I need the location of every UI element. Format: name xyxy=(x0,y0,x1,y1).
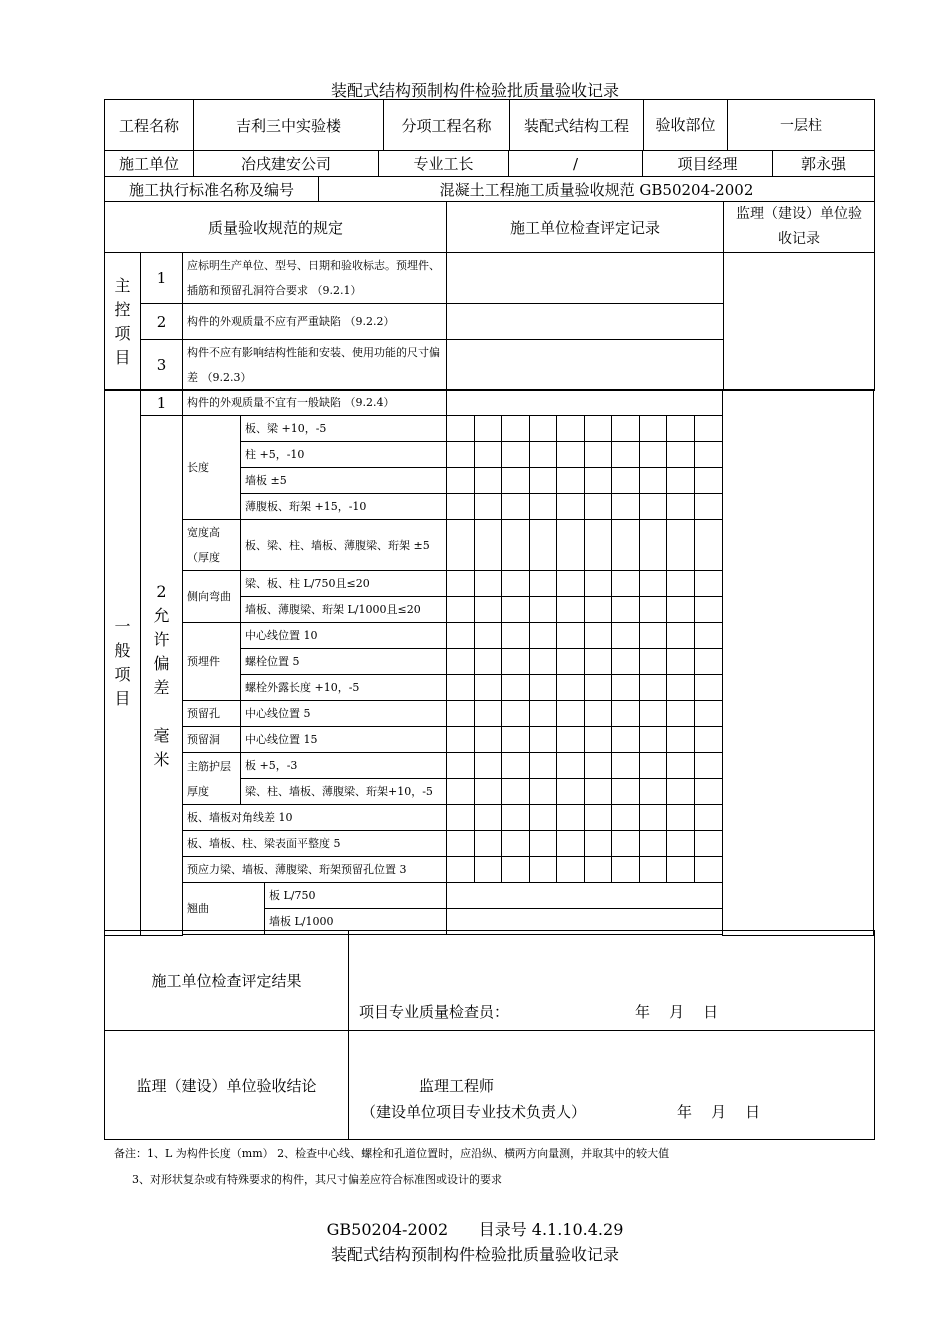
main-item-text: 应标明生产单位、型号、日期和验收标志。预埋件、插筋和预留孔洞符合要求 （9.2.1） xyxy=(183,253,447,304)
general-item1-record xyxy=(447,390,723,416)
construction-unit-label: 施工单位 xyxy=(105,151,194,177)
supervision-result-label: 监理（建设）单位验收结论 xyxy=(105,1031,349,1140)
construction-result-content xyxy=(349,931,875,1031)
footer-title: 装配式结构预制构件检验批质量验收记录 xyxy=(330,1245,619,1264)
warp-label: 翘曲 xyxy=(183,883,265,935)
deviation-row: 墙板 ±5 xyxy=(241,468,447,494)
general-item1-text: 构件的外观质量不宜有一般缺陷 （9.2.4） xyxy=(183,390,447,416)
supervision-result-content xyxy=(349,1031,875,1140)
project-name-label: 工程名称 xyxy=(105,100,194,151)
general-item1-no: 1 xyxy=(141,390,183,416)
deviation-row: 中心线位置 15 xyxy=(241,727,447,753)
deviation-row: 薄腹板、珩架 +15，-10 xyxy=(241,494,447,520)
deviation-row: 板、墙板对角线差 10 xyxy=(183,805,447,831)
deviation-row: 中心线位置 5 xyxy=(241,701,447,727)
main-items-label: 主控项目 xyxy=(105,253,141,391)
header-table-row2 xyxy=(104,150,875,177)
cover-label: 主筋护层厚度 xyxy=(183,753,241,805)
sub-project-label: 分项工程名称 xyxy=(384,100,510,151)
allowable-deviation-label: 2允许偏差 毫米 xyxy=(141,416,183,936)
date-field: 年 月 日 xyxy=(635,1003,719,1021)
bend-label: 侧向弯曲 xyxy=(183,571,241,623)
manager-value: 郭永强 xyxy=(773,151,875,177)
sub-project-value: 装配式结构工程 xyxy=(510,100,644,151)
note-line-1: 备注：1、L 为构件长度（mm） 2、检查中心线、螺栓和孔道位置时，应沿纵、横两方向量测，并取其中的较大值 xyxy=(114,1147,670,1160)
construction-unit-value: 冶戌建安公司 xyxy=(194,151,379,177)
spec-column-header: 质量验收规范的规定 xyxy=(105,202,447,253)
main-item-no: 3 xyxy=(141,340,183,391)
deviation-row: 墙板、薄腹梁、珩架 L/1000且≤20 xyxy=(241,597,447,623)
main-item-record xyxy=(447,340,724,391)
main-table xyxy=(104,201,875,391)
length-label: 长度 xyxy=(183,416,241,520)
main-item-text: 构件的外观质量不应有严重缺陷 （9.2.2） xyxy=(183,304,447,340)
main-items-supervision xyxy=(724,253,875,391)
foreman-label: 专业工长 xyxy=(379,151,509,177)
standard-label: 施工执行标准名称及编号 xyxy=(105,177,319,202)
manager-label: 项目经理 xyxy=(643,151,773,177)
deviation-row: 螺栓外露长度 +10，-5 xyxy=(241,675,447,701)
deviation-row: 梁、板、柱 L/750且≤20 xyxy=(241,571,447,597)
date-field: 年 月 日 xyxy=(677,1103,761,1121)
footer-code: GB50204-2002 目录号 4.1.10.4.29 xyxy=(326,1220,624,1239)
inspector-label: 项目专业质量检查员： xyxy=(359,1003,510,1021)
construction-record-header: 施工单位检查评定记录 xyxy=(447,202,724,253)
header-table xyxy=(104,99,875,151)
hole-label: 预留孔 xyxy=(183,701,241,727)
document-title: 装配式结构预制构件检验批质量验收记录 xyxy=(330,81,619,100)
general-items-supervision xyxy=(723,390,874,936)
result-table xyxy=(104,930,875,1140)
opening-label: 预留洞 xyxy=(183,727,241,753)
construction-result-label: 施工单位检查评定结果 xyxy=(105,931,349,1031)
main-item-record xyxy=(447,304,724,340)
main-item-text: 构件不应有影响结构性能和安装、使用功能的尺寸偏差 （9.2.3） xyxy=(183,340,447,391)
note-line-2: 3、对形状复杂或有特殊要求的构件，其尺寸偏差应符合标准图或设计的要求 xyxy=(132,1173,502,1186)
deviation-row: 预应力梁、墙板、薄腹梁、珩架预留孔位置 3 xyxy=(183,857,447,883)
embed-label: 预埋件 xyxy=(183,623,241,701)
general-items-label: 一般项目 xyxy=(105,390,141,936)
deviation-row: 板、墙板、柱、梁表面平整度 5 xyxy=(183,831,447,857)
standard-row xyxy=(104,176,875,202)
general-table xyxy=(104,389,874,936)
acceptance-part-value: 一层柱 xyxy=(728,100,875,151)
supervision-record-header: 监理（建设）单位验收记录 xyxy=(724,202,875,253)
deviation-row: 板、梁、柱、墙板、薄腹梁、珩架 ±5 xyxy=(241,520,447,571)
main-item-no: 1 xyxy=(141,253,183,304)
tech-leader-label: （建设单位项目专业技术负责人） xyxy=(361,1103,587,1121)
acceptance-part-label: 验收部位 xyxy=(644,100,728,151)
deviation-row: 柱 +5，-10 xyxy=(241,442,447,468)
standard-value: 混凝土工程施工质量验收规范 GB50204-2002 xyxy=(319,177,875,202)
deviation-row: 螺栓位置 5 xyxy=(241,649,447,675)
project-name-value: 吉利三中实验楼 xyxy=(194,100,384,151)
foreman-value: / xyxy=(509,151,643,177)
engineer-label: 监理工程师 xyxy=(419,1077,495,1095)
warp-record xyxy=(447,883,723,909)
main-item-record xyxy=(447,253,724,304)
deviation-row: 板、梁 +10，-5 xyxy=(241,416,447,442)
deviation-row: 板 L/750 xyxy=(265,883,447,909)
deviation-row: 墙板 L/1000 xyxy=(265,909,447,935)
deviation-row: 板 +5，-3 xyxy=(241,753,447,779)
width-label: 宽度高（厚度 xyxy=(183,520,241,571)
deviation-row: 梁、柱、墙板、薄腹梁、珩架+10，-5 xyxy=(241,779,447,805)
deviation-row: 中心线位置 10 xyxy=(241,623,447,649)
main-item-no: 2 xyxy=(141,304,183,340)
